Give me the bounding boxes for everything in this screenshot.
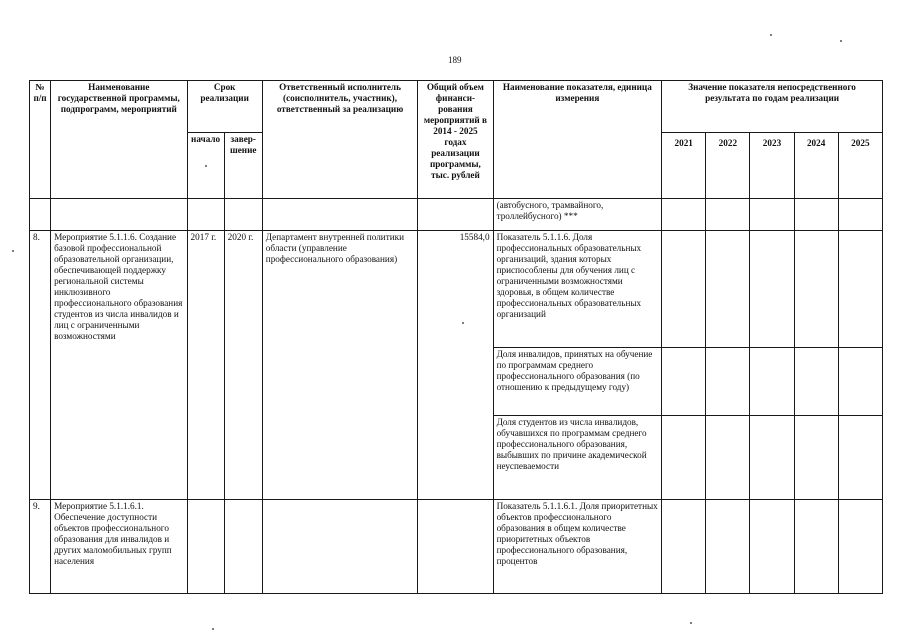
row8-end: 2020 г. [224,231,262,500]
row9-name: Мероприятие 5.1.1.6.1. Обеспечение доступности объектов профессионального образования для инвалидов и других маломобильных групп населения [51,500,187,594]
scan-speck [840,40,842,42]
row9-indicator: Показатель 5.1.1.6.1. Доля приоритетных объектов профессионального образования в общем количестве приоритетных объектов профессионального образования, процентов [493,500,662,594]
program-table [29,80,883,594]
scan-speck [205,165,207,167]
scan-speck [12,250,14,252]
header-period: Срок реализации [187,81,262,133]
continuation-text: (автобусного, трамвайного, троллейбусного) *** [493,199,662,231]
year-2022: 2022 [706,133,750,199]
row8-indicator-3: Доля студентов из числа инвалидов, обучавшихся по программам среднего профессионального образования, выбывших по причине академической неуспеваемости [493,416,662,500]
table-row [30,231,883,348]
table-row [30,500,883,594]
row8-executor: Департамент внутренней политики области (управление профессионального образования) [262,231,418,500]
year-2021: 2021 [662,133,706,199]
scan-speck [770,34,772,36]
row8-num: 8. [30,231,51,500]
row8-indicator-2: Доля инвалидов, принятых на обучение по программам среднего профессионального образования (по отношению к предыдущему году) [493,348,662,416]
page-number: 189 [448,55,462,65]
row9-num: 9. [30,500,51,594]
header-indicator: Наименование показателя, единица измерения [493,81,662,199]
header-name: Наименование государственной программы, подпрограмм, мероприятий [51,81,187,199]
header-row-1 [30,81,883,133]
row8-volume: 15584,0 [418,231,493,500]
header-start: начало [187,133,224,199]
scan-speck [462,322,464,324]
row8-indicator-1: Показатель 5.1.1.6. Доля профессиональных образовательных организаций, здания которых приспособлены для обучения лиц с ограниченными возможностями здоровья, в общем количестве профессиональных образовательных организаций [493,231,662,348]
header-end: завер-шение [224,133,262,199]
scan-speck [690,622,692,624]
header-executor: Ответственный исполнитель (соисполнитель, участник), ответственный за реализацию [262,81,418,199]
year-2025: 2025 [838,133,882,199]
header-values: Значение показателя непосредственного результата по годам реализации [662,81,883,133]
header-num: № п/п [30,81,51,199]
table-row-continuation [30,199,883,231]
row8-name: Мероприятие 5.1.1.6. Создание базовой профессиональной образовательной организации, обеспечивающей поддержку региональной системы инклюзивного профессионального образования студентов из числа инвалидов и лиц с ограниченными возможностями [51,231,187,500]
header-volume: Общий объем финанси-рования мероприятий в 2014 - 2025 годах реализации программы, тыс. рублей [418,81,493,199]
year-2024: 2024 [794,133,838,199]
scan-speck [212,628,214,630]
year-2023: 2023 [750,133,794,199]
row8-start: 2017 г. [187,231,224,500]
